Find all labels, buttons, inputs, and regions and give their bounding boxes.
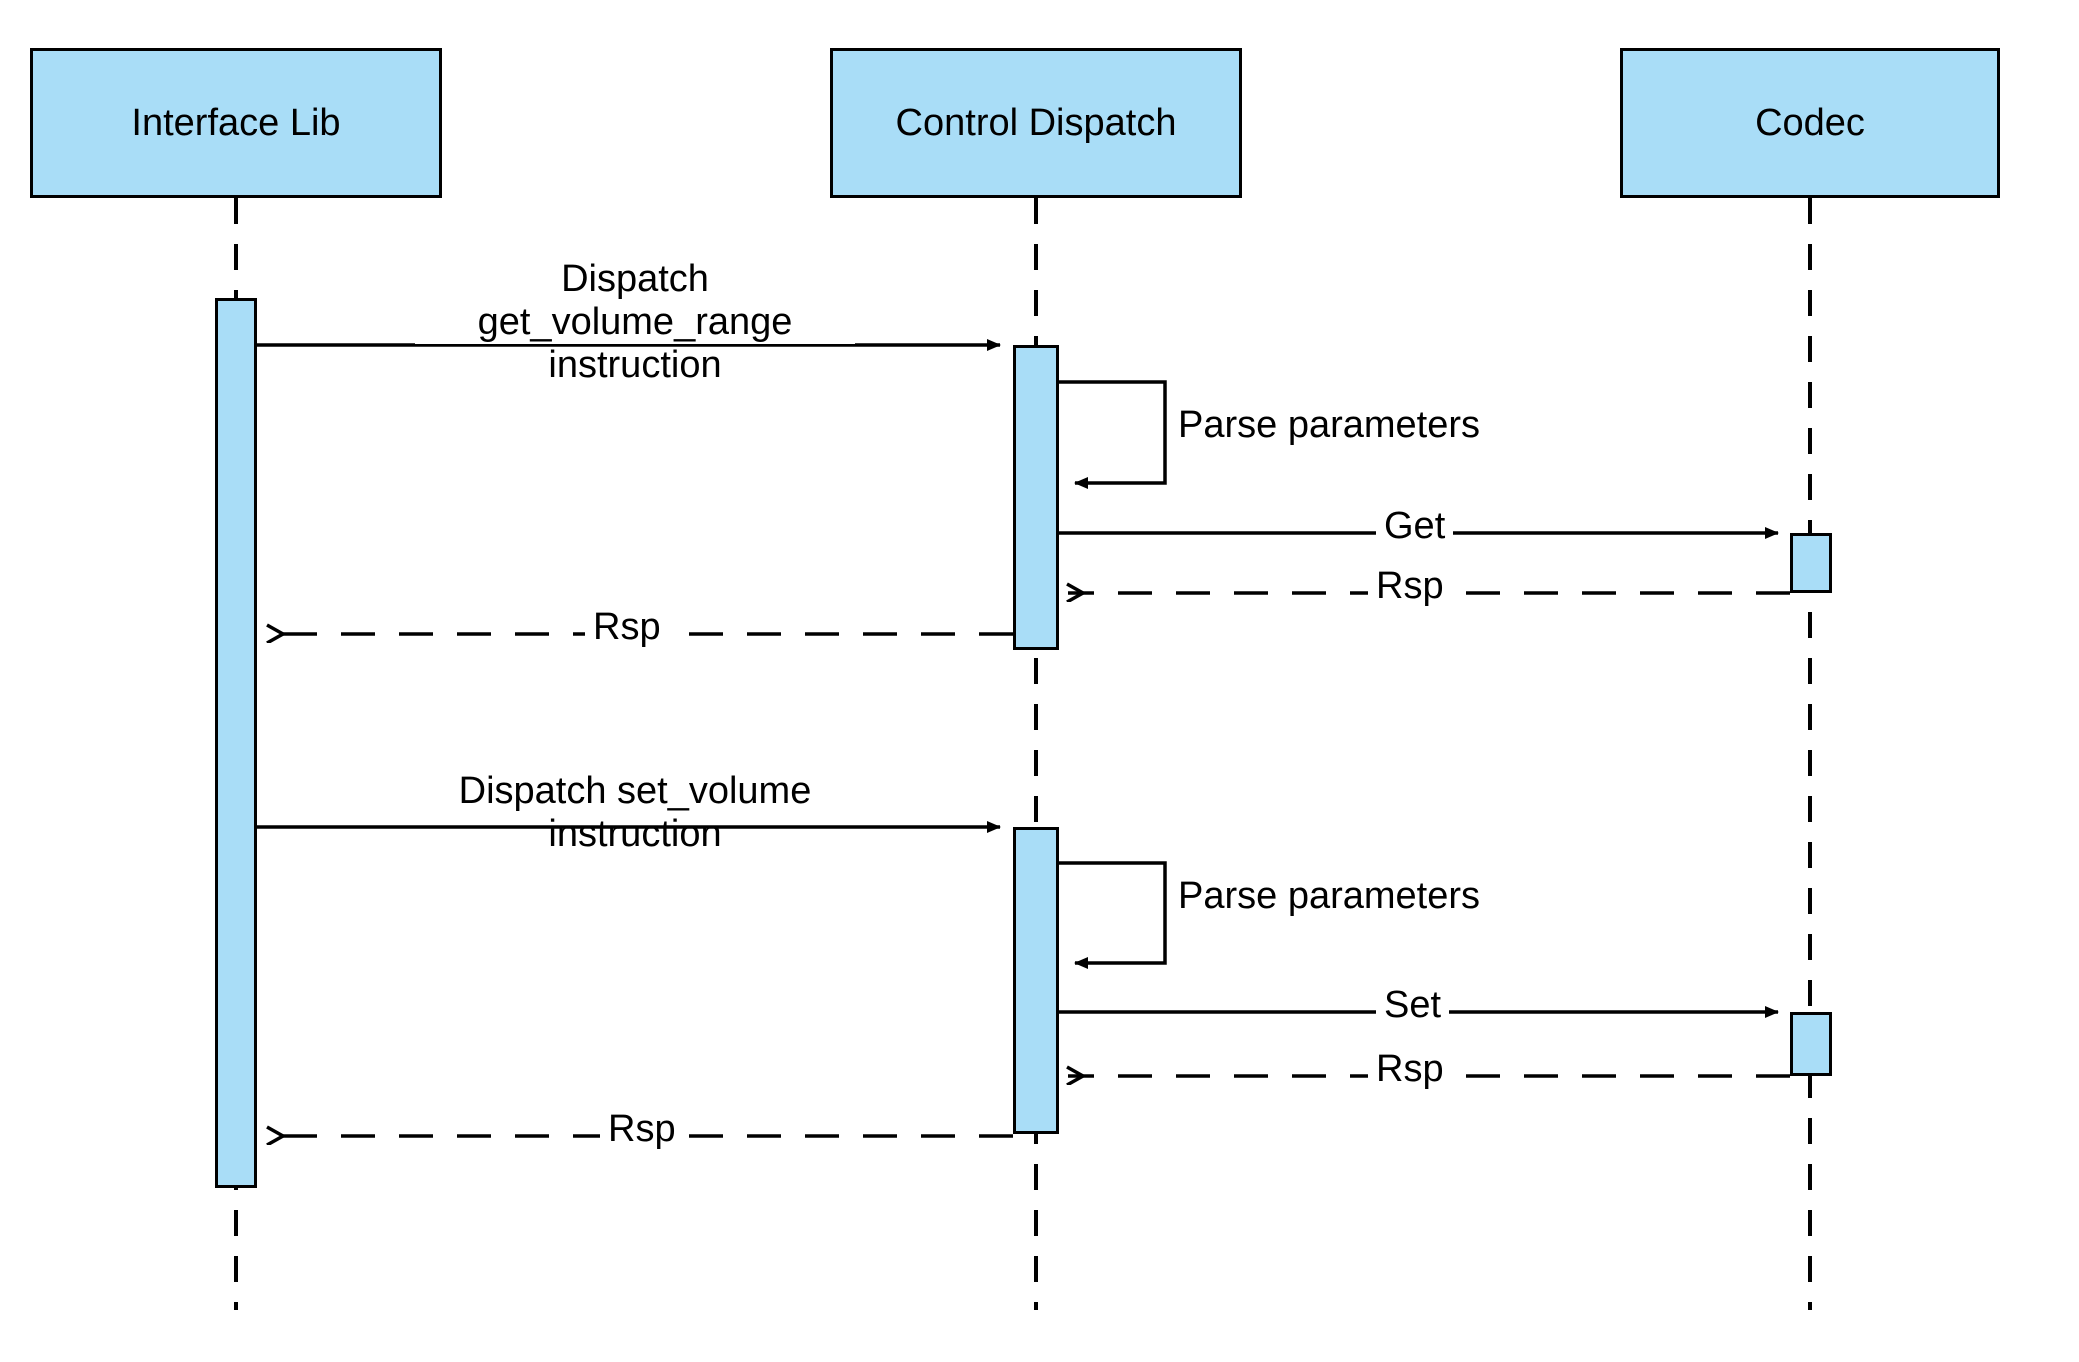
message-label-line-3: instruction — [548, 344, 722, 386]
activation-bar-codec-2 — [1790, 1012, 1832, 1076]
participant-label-interface-lib: Interface Lib — [131, 101, 341, 144]
message-label-dispatch-set-volume — [415, 770, 855, 856]
message-label-line-2: instruction — [548, 813, 722, 855]
participant-label-control-dispatch: Control Dispatch — [895, 101, 1177, 144]
message-label-set: Set — [1376, 984, 1449, 1027]
message-label-rsp-dispatch-1: Rsp — [585, 606, 669, 649]
activation-bar-codec-1 — [1790, 533, 1832, 593]
message-label-rsp-codec-2: Rsp — [1368, 1048, 1452, 1091]
activation-bar-control-dispatch-1 — [1013, 345, 1059, 650]
message-label-dispatch-get-volume-range — [415, 258, 855, 387]
participant-box-control-dispatch[interactable] — [830, 48, 1242, 198]
message-label-parse-parameters-1: Parse parameters — [1178, 404, 1481, 446]
activation-bar-interface-lib — [215, 298, 257, 1188]
participant-label-codec: Codec — [1755, 101, 1865, 144]
activation-bar-control-dispatch-2 — [1013, 827, 1059, 1134]
message-label-line-1: Dispatch set_volume — [415, 770, 855, 813]
message-label-parse-parameters-2: Parse parameters — [1178, 875, 1481, 917]
message-label-line-2: get_volume_range — [415, 301, 855, 344]
message-label-rsp-codec-1: Rsp — [1368, 565, 1452, 608]
arrow-msg-parse-parameters-2 — [1059, 863, 1165, 963]
participant-box-codec[interactable] — [1620, 48, 2000, 198]
participant-box-interface-lib[interactable] — [30, 48, 442, 198]
message-label-line-1: Dispatch — [561, 258, 709, 300]
message-label-get: Get — [1376, 505, 1453, 548]
message-label-rsp-dispatch-2: Rsp — [600, 1108, 684, 1151]
arrow-msg-parse-parameters-1 — [1059, 382, 1165, 483]
